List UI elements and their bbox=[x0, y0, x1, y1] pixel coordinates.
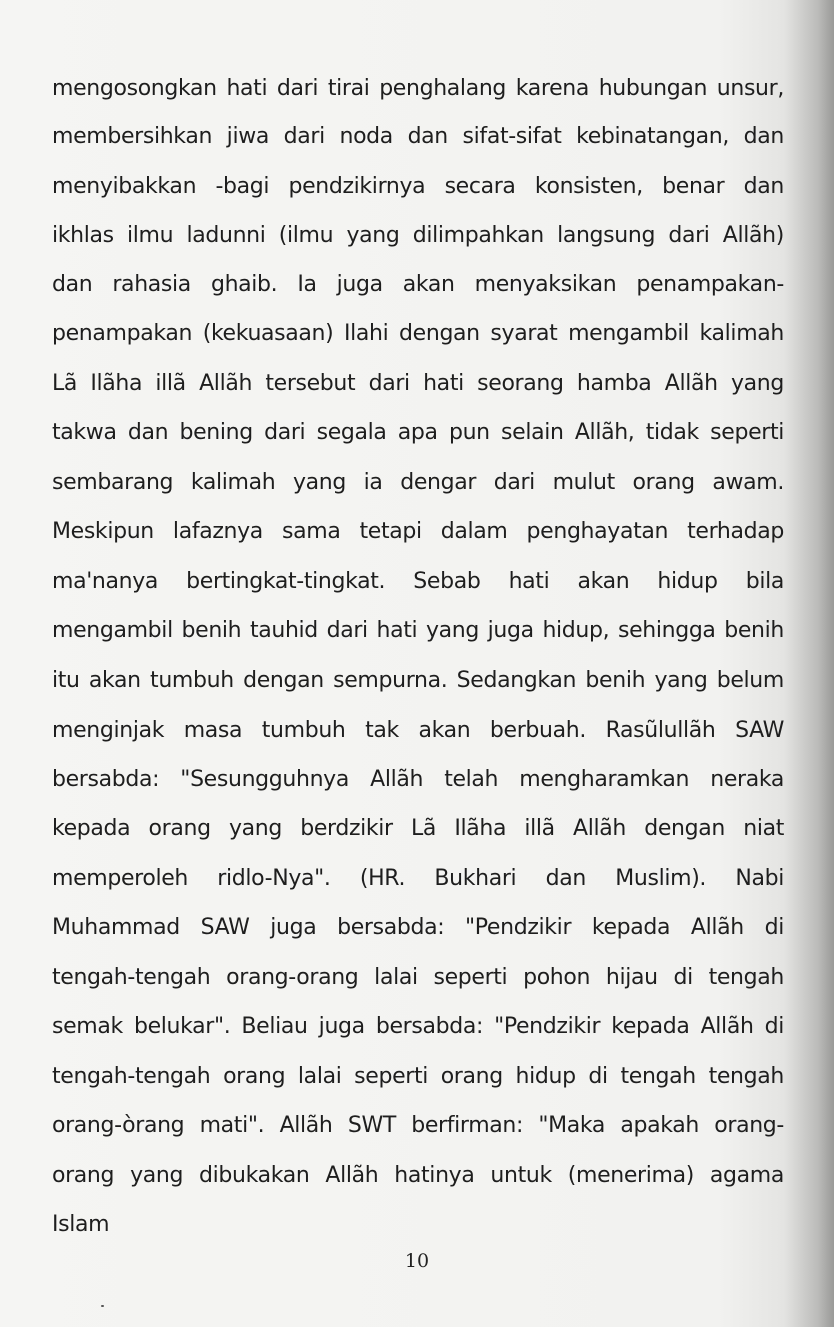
text-line: membersihkan jiwa dari noda dan sifat-sifat kebinatangan, dan bbox=[52, 124, 784, 149]
text-line: mengosongkan hati dari tirai penghalang karena hubungan unsur, bbox=[52, 76, 784, 101]
text-line: ikhlas ilmu ladunni (ilmu yang dilimpahkan langsung dari Allãh) bbox=[52, 223, 784, 248]
text-line: tengah-tengah orang-orang lalai seperti pohon hijau di tengah bbox=[52, 965, 784, 990]
text-line: Islam bbox=[52, 1212, 110, 1237]
text-line: penampakan (kekuasaan) Ilahi dengan syarat mengambil kalimah bbox=[52, 321, 784, 346]
page-number: 10 bbox=[404, 1250, 430, 1272]
text-line: itu akan tumbuh dengan sempurna. Sedangkan benih yang belum bbox=[52, 668, 784, 693]
text-line: Meskipun lafaznya sama tetapi dalam penghayatan terhadap bbox=[52, 519, 784, 544]
text-line: Lã Ilãha illã Allãh tersebut dari hati seorang hamba Allãh yang bbox=[52, 371, 784, 396]
text-line: orang yang dibukakan Allãh hatinya untuk (menerima) agama bbox=[52, 1163, 784, 1188]
text-line: Muhammad SAW juga bersabda: "Pendzikir kepada Allãh di bbox=[52, 915, 784, 940]
text-line: orang-òrang mati". Allãh SWT berfirman: "Maka apakah orang- bbox=[52, 1113, 784, 1138]
text-line: kepada orang yang berdzikir Lã Ilãha illã Allãh dengan niat bbox=[52, 816, 784, 841]
text-line: memperoleh ridlo-Nya". (HR. Bukhari dan Muslim). Nabi bbox=[52, 866, 784, 891]
text-line: sembarang kalimah yang ia dengar dari mulut orang awam. bbox=[52, 470, 784, 495]
text-line: dan rahasia ghaib. Ia juga akan menyaksikan penampakan- bbox=[52, 272, 784, 297]
text-line: tengah-tengah orang lalai seperti orang hidup di tengah tengah bbox=[52, 1064, 784, 1089]
text-line: semak belukar". Beliau juga bersabda: "Pendzikir kepada Allãh di bbox=[52, 1014, 784, 1039]
text-line: menginjak masa tumbuh tak akan berbuah. Rasũlullãh SAW bbox=[52, 718, 784, 743]
text-line: bersabda: "Sesungguhnya Allãh telah mengharamkan neraka bbox=[52, 767, 784, 792]
text-line: takwa dan bening dari segala apa pun selain Allãh, tidak seperti bbox=[52, 420, 784, 445]
text-line: mengambil benih tauhid dari hati yang juga hidup, sehingga benih bbox=[52, 618, 784, 643]
text-line: menyibakkan -bagi pendzikirnya secara konsisten, benar dan bbox=[52, 174, 784, 199]
text-line: ma'nanya bertingkat-tingkat. Sebab hati akan hidup bila bbox=[52, 569, 784, 594]
scan-speck bbox=[101, 1305, 104, 1307]
